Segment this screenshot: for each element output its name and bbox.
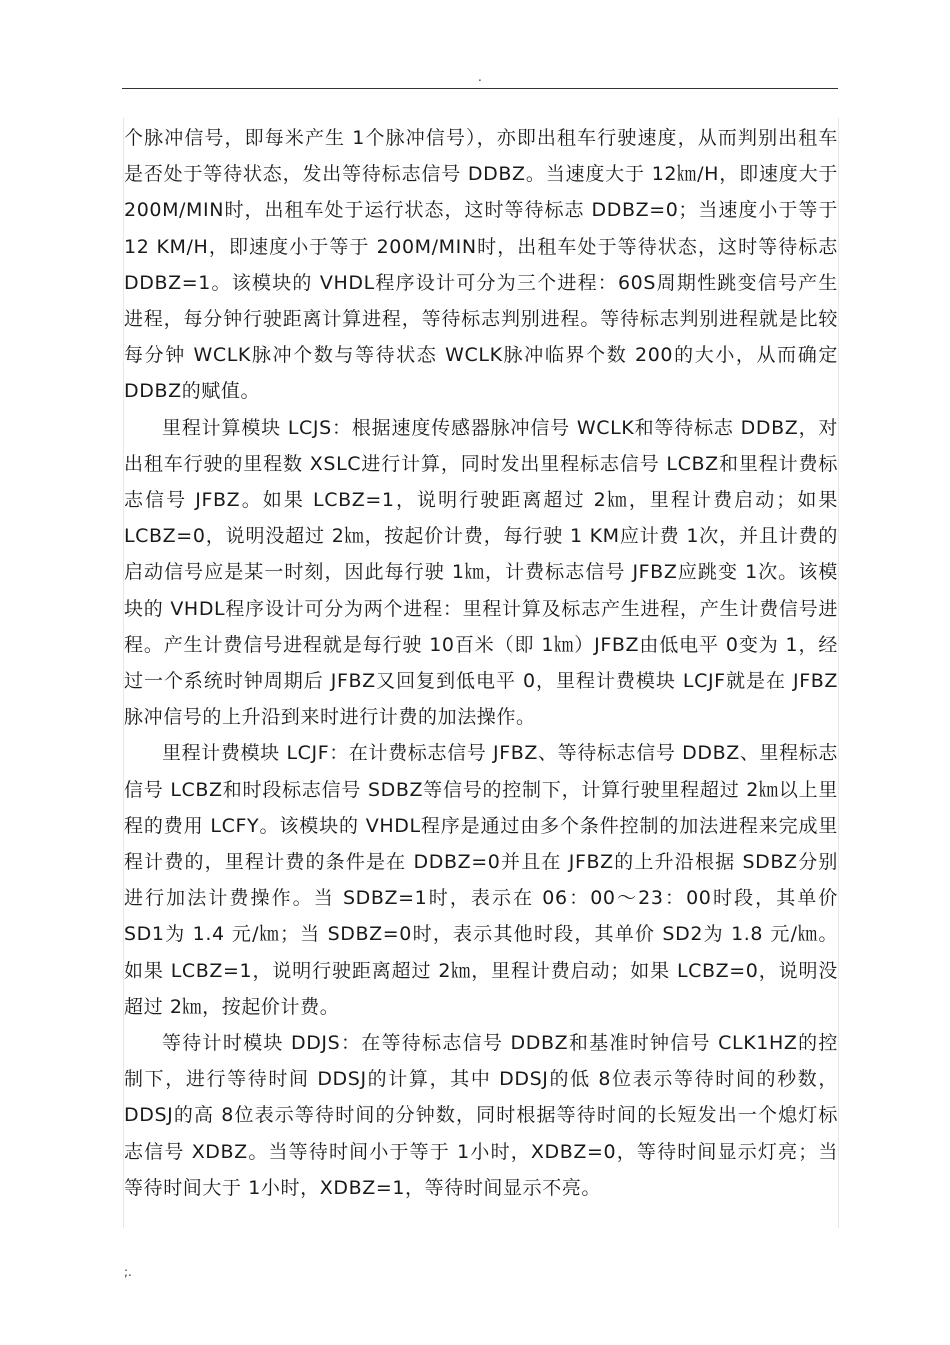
paragraph-wait-detection: 个脉冲信号，即每米产生 1个脉冲信号），亦即出租车行驶速度，从而判别出租车是否处于等待状态，发出等待标志信号 DDBZ。当速度大于 12㎞/H，即速度大于 200M/MIN时，出租车处于运行状态，这时等待标志 DDBZ=0；当速度小于等于 12 KM/H，即速度小于等于 200M/MIN时，出租车处于等待状态，这时等待标志 DDBZ=1。该模块的 VHDL程序设计可分为三个进程：60S周期性跳变信号产生进程，每分钟行驶距离计算进程，等待标志判别进程。等待标志判别进程就是比较每分钟 WCLK脉冲个数与等待状态 WCLK脉冲临界个数 200的大小，从而确定 DDBZ的赋值。 (124, 127, 838, 403)
footer-mark: ;. (124, 1265, 132, 1279)
document-body (124, 120, 838, 1206)
right-margin-rule (838, 118, 839, 1228)
paragraph-wait-timer: 等待计时模块 DDJS：在等待标志信号 DDBZ和基准时钟信号 CLK1HZ的控制下，进行等待时间 DDSJ的计算，其中 DDSJ的低 8位表示等待时间的秒数，DDSJ的高 8位表示等待时间的分钟数，同时根据等待时间的长短发出一个熄灯标志信号 XDBZ。当等待时间小于等于 1小时，XDBZ=0，等待时间显示灯亮；当等待时间大于 1小时，XDBZ=1，等待时间显示不亮。 (124, 1032, 838, 1199)
header-mark: . (478, 70, 482, 84)
header-rule (122, 88, 838, 89)
paragraph-mileage-calc: 里程计算模块 LCJS：根据速度传感器脉冲信号 WCLK和等待标志 DDBZ，对出租车行驶的里程数 XSLC进行计算，同时发出里程标志信号 LCBZ和里程计费标志信号 JFBZ。如果 LCBZ=1，说明行驶距离超过 2㎞，里程计费启动；如果 LCBZ=0，说明没超过 2㎞，按起价计费，每行驶 1 KM应计费 1次，并且计费的启动信号应是某一时刻，因此每行驶 1㎞，计费标志信号 JFBZ应跳变 1次。该模块的 VHDL程序设计可分为两个进程：里程计算及标志产生进程，产生计费信号进程。产生计费信号进程就是每行驶 10百米（即 1㎞）JFBZ由低电平 0变为 1，经过一个系统时钟周期后 JFBZ又回复到低电平 0，里程计费模块 LCJF就是在 JFBZ脉冲信号的上升沿到来时进行计费的加法操作。 (124, 416, 838, 729)
paragraph-mileage-billing: 里程计费模块 LCJF：在计费标志信号 JFBZ、等待标志信号 DDBZ、里程标志信号 LCBZ和时段标志信号 SDBZ等信号的控制下，计算行驶里程超过 2㎞以上里程的费用 LCFY。该模块的 VHDL程序是通过由多个条件控制的加法进程来完成里程计费的，里程计费的条件是在 DDBZ=0并且在 JFBZ的上升沿根据 SDBZ分别进行加法计费操作。当 SDBZ=1时，表示在 06：00～23：00时段，其单价 SD1为 1.4 元/㎞；当 SDBZ=0时，表示其他时段，其单价 SD2为 1.8 元/㎞。如果 LCBZ=1，说明行驶距离超过 2㎞，里程计费启动；如果 LCBZ=0，说明没超过 2㎞，按起价计费。 (124, 742, 838, 1018)
